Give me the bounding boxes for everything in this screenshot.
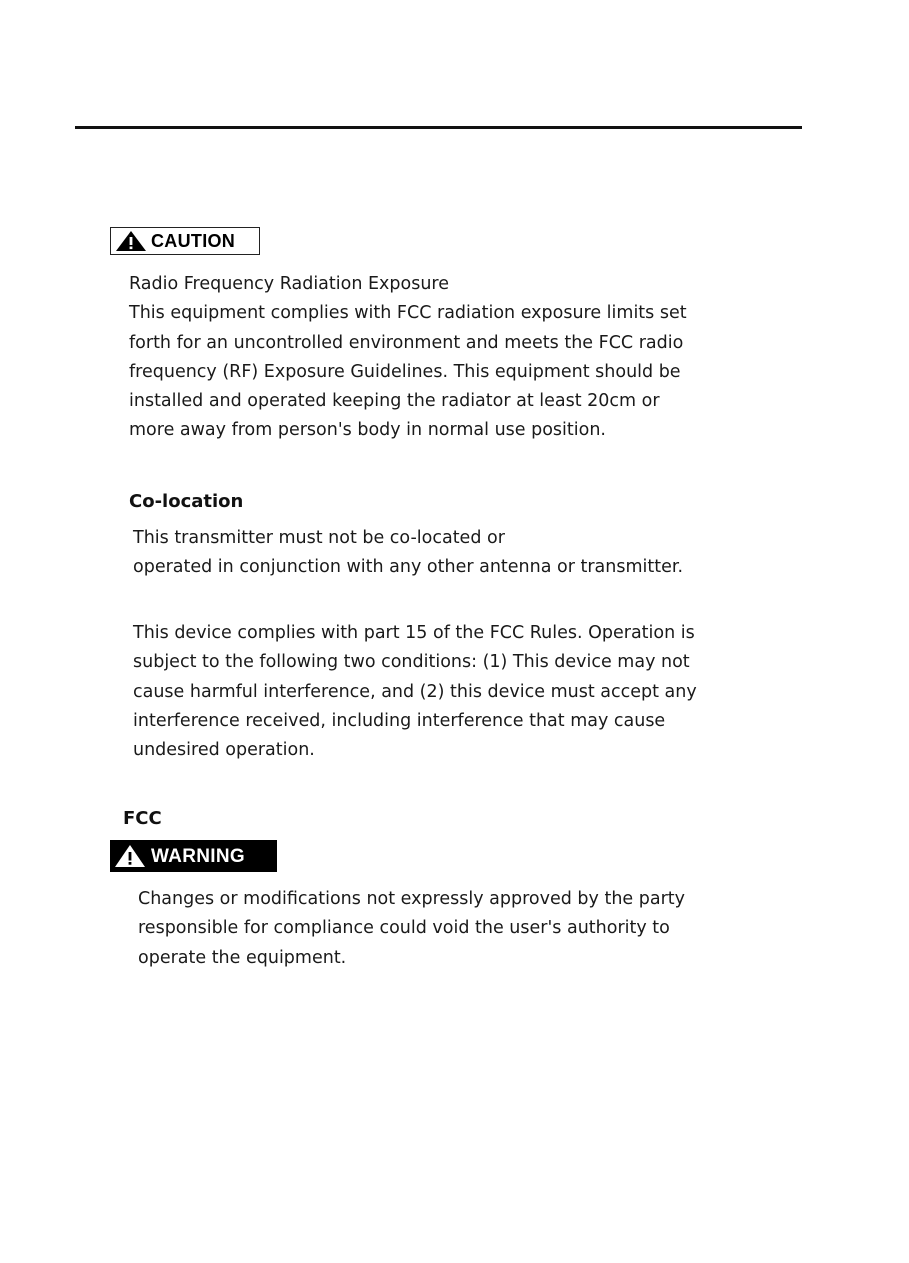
warning-triangle-icon xyxy=(115,230,147,252)
text-line: operate the equipment. xyxy=(138,947,347,968)
text-line: Changes or modifications not expressly approved by the party xyxy=(138,889,685,909)
fcc-warning-text xyxy=(138,885,685,973)
text-line: This equipment complies with FCC radiation exposure limits set xyxy=(129,303,687,324)
rf-exposure-title: Radio Frequency Radiation Exposure xyxy=(129,274,449,294)
text-line: responsible for compliance could void the user's authority to xyxy=(138,918,670,939)
part15-text xyxy=(133,619,697,765)
rf-exposure-text xyxy=(129,270,687,446)
text-line: frequency (RF) Exposure Guidelines. This equipment should be xyxy=(129,361,681,382)
top-divider xyxy=(75,126,802,129)
caution-badge xyxy=(110,227,260,255)
text-line: undesired operation. xyxy=(133,740,315,761)
text-line: forth for an uncontrolled environment and meets the FCC radio xyxy=(129,332,684,353)
text-line: more away from person's body in normal use position. xyxy=(129,420,606,441)
text-line: This device complies with part 15 of the FCC Rules. Operation is xyxy=(133,623,695,643)
colocation-text xyxy=(133,524,683,583)
warning-triangle-icon xyxy=(114,844,146,868)
warning-label: WARNING xyxy=(151,845,245,867)
text-line: interference received, including interference that may cause xyxy=(133,710,666,731)
text-line: cause harmful interference, and (2) this device must accept any xyxy=(133,681,697,702)
text-line: installed and operated keeping the radiator at least 20cm or xyxy=(129,391,660,412)
text-line: operated in conjunction with any other antenna or transmitter. xyxy=(133,557,684,578)
fcc-heading: FCC xyxy=(123,808,162,829)
text-line: This transmitter must not be co-located or xyxy=(133,528,505,548)
warning-badge xyxy=(110,840,277,872)
caution-label: CAUTION xyxy=(151,231,236,251)
colocation-heading: Co-location xyxy=(129,491,244,512)
text-line: subject to the following two conditions: (1) This device may not xyxy=(133,652,690,673)
